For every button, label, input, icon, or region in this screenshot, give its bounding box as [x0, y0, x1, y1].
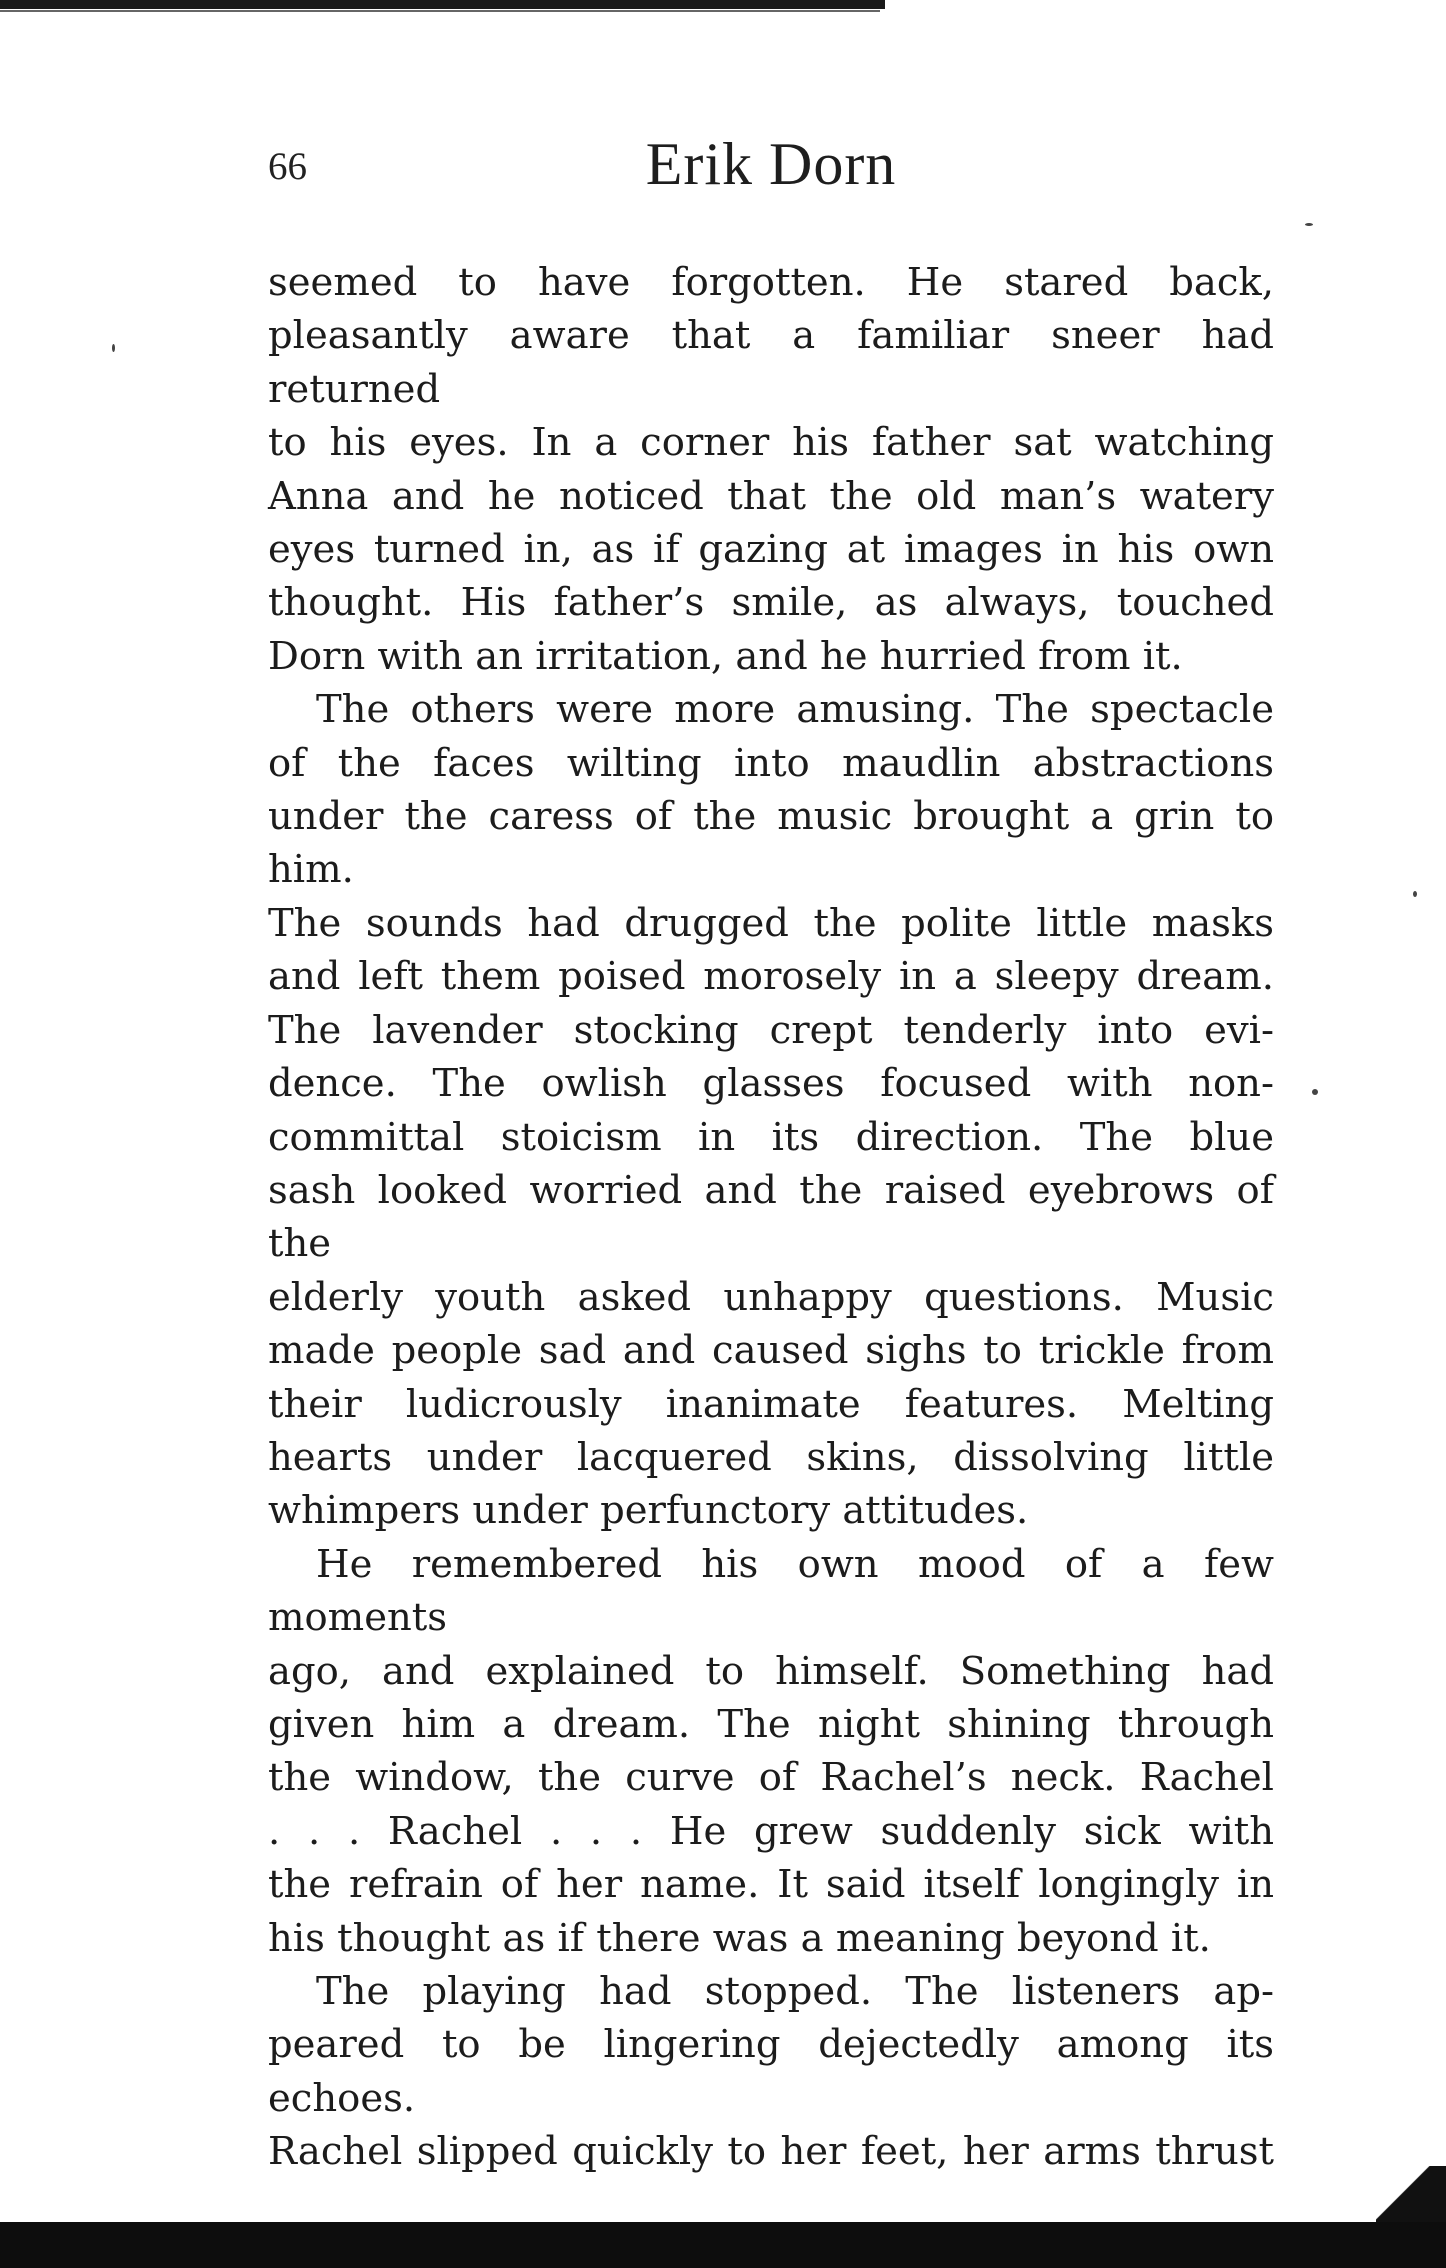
bottom-scan-bar [0, 2222, 1446, 2268]
text-line: committal stoicism in its direction. The blue [268, 1114, 1274, 1160]
text-line: to his eyes. In a corner his father sat watching [268, 420, 1274, 466]
text-line: ago, and explained to himself. Something had [268, 1648, 1274, 1694]
text-line: He remembered his own mood of a few moments [268, 1541, 1274, 1641]
text-line: Anna and he noticed that the old man’s watery [268, 473, 1274, 519]
text-line: whimpers under perfunctory attitudes. [268, 1488, 1029, 1534]
top-scan-rule-thin [0, 10, 880, 12]
text-line: seemed to have forgotten. He stared back, [268, 260, 1274, 305]
body-text [268, 256, 1274, 2179]
text-line: given him a dream. The night shining through [268, 1701, 1274, 1747]
text-line: of the faces wilting into maudlin abstractions [268, 740, 1274, 786]
text-line: eyes turned in, as if gazing at images in his own [268, 527, 1274, 573]
book-title: Erik Dorn [645, 131, 897, 197]
text-line: peared to be lingering dejectedly among its echoes. [268, 2022, 1274, 2121]
scan-speck [1305, 223, 1313, 226]
scan-speck [1312, 1089, 1318, 1095]
text-line: his thought as if there was a meaning beyond it. [268, 1915, 1211, 1961]
text-line: The others were more amusing. The spectacle [316, 687, 1274, 733]
running-head [268, 130, 1274, 210]
text-line: elderly youth asked unhappy questions. Music [268, 1274, 1274, 1320]
bottom-scan-edge [1376, 2166, 1446, 2228]
text-line: The lavender stocking crept tenderly into evi- [268, 1007, 1274, 1053]
text-line: dence. The owlish glasses focused with non- [268, 1061, 1274, 1107]
text-line: and left them poised morosely in a sleepy dream. [268, 954, 1274, 1000]
text-line: Dorn with an irritation, and he hurried from it. [268, 633, 1183, 679]
text-line: made people sad and caused sighs to trickle from [268, 1328, 1274, 1374]
text-line: the window, the curve of Rachel’s neck. Rachel [268, 1755, 1274, 1801]
text-line: hearts under lacquered skins, dissolving little [268, 1434, 1274, 1480]
text-line: under the caress of the music brought a grin to him. [268, 794, 1274, 893]
scan-speck [112, 344, 115, 352]
text-line: pleasantly aware that a familiar sneer had returned [268, 313, 1274, 412]
text-line: The playing had stopped. The listeners ap- [316, 1969, 1274, 2014]
text-line: sash looked worried and the raised eyebrows of the [268, 1167, 1274, 1267]
text-line: The sounds had drugged the polite little masks [268, 900, 1274, 946]
text-line: Rachel slipped quickly to her feet, her arms thrust [268, 2129, 1274, 2175]
scan-speck [1413, 891, 1417, 897]
page-number: 66 [268, 145, 307, 188]
text-line: their ludicrously inanimate features. Melting [268, 1381, 1274, 1427]
text-line: . . . Rachel . . . He grew suddenly sick with [268, 1808, 1274, 1854]
text-line: thought. His father’s smile, as always, touched [268, 580, 1274, 626]
text-line: the refrain of her name. It said itself longingly in [268, 1862, 1274, 1908]
top-scan-rule [0, 0, 885, 9]
